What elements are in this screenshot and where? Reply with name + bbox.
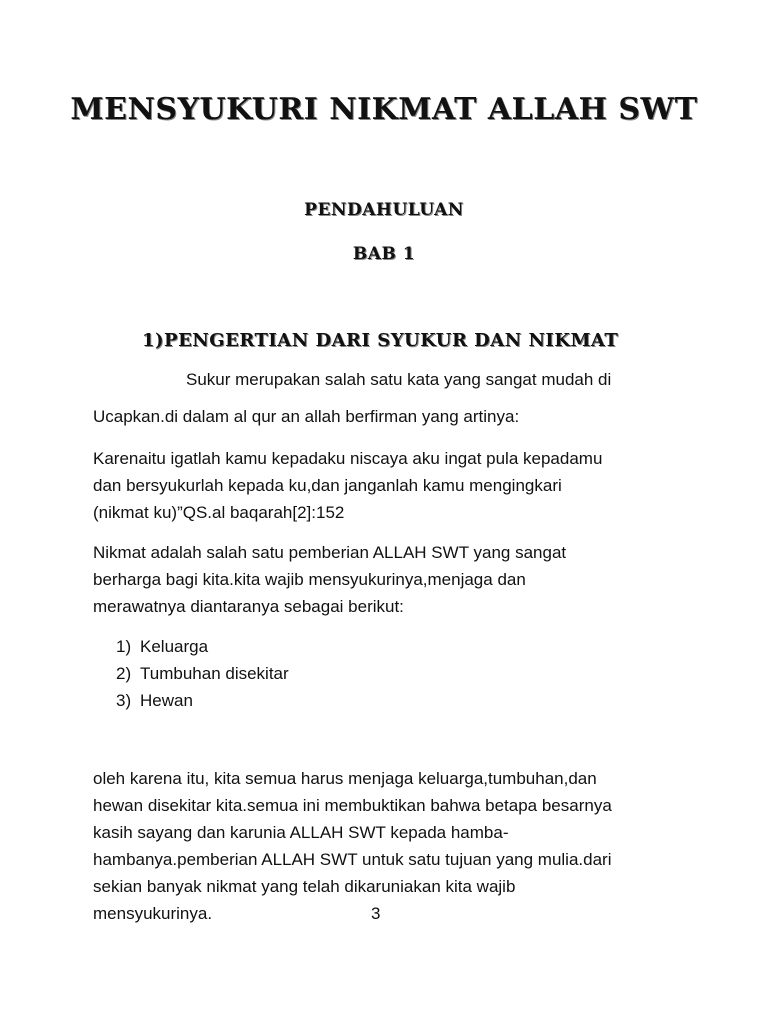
document-title: MENSYUKURI NIKMAT ALLAH SWT bbox=[70, 92, 698, 127]
list-item-number: 2) bbox=[116, 664, 132, 683]
paragraph-line: sekian banyak nikmat yang telah dikaruniakan kita wajib bbox=[93, 877, 516, 896]
heading-chapter: BAB 1 bbox=[352, 244, 416, 264]
paragraph-line: hewan disekitar kita.semua ini membuktikan bahwa betapa besarnya bbox=[93, 796, 612, 815]
list-item-text: Hewan bbox=[140, 691, 193, 710]
paragraph-line: kasih sayang dan karunia ALLAH SWT kepada hamba- bbox=[93, 823, 509, 842]
quote-line: Karenaitu igatlah kamu kepadaku niscaya aku ingat pula kepadamu bbox=[93, 449, 603, 468]
heading-introduction: PENDAHULUAN bbox=[304, 200, 464, 220]
paragraph-line: berharga bagi kita.kita wajib mensyukurinya,menjaga dan bbox=[93, 570, 526, 589]
list-item-number: 1) bbox=[116, 637, 132, 656]
list-item-text: Tumbuhan disekitar bbox=[140, 664, 289, 683]
section-heading: 1)PENGERTIAN DARI SYUKUR DAN NIKMAT bbox=[142, 330, 619, 351]
paragraph-line: Sukur merupakan salah satu kata yang sangat mudah di bbox=[186, 370, 612, 389]
paragraph-line: merawatnya diantaranya sebagai berikut: bbox=[93, 597, 404, 616]
quote-line: dan bersyukurlah kepada ku,dan janganlah kamu mengingkari bbox=[93, 476, 562, 495]
paragraph-line: hambanya.pemberian ALLAH SWT untuk satu tujuan yang mulia.dari bbox=[93, 850, 612, 869]
list-item-text: Keluarga bbox=[140, 637, 209, 656]
paragraph-line: Ucapkan.di dalam al qur an allah berfirman yang artinya: bbox=[93, 407, 520, 426]
quote-line: (nikmat ku)”QS.al baqarah[2]:152 bbox=[93, 503, 345, 522]
page-number: 3 bbox=[371, 904, 381, 923]
paragraph-line: oleh karena itu, kita semua harus menjaga keluarga,tumbuhan,dan bbox=[93, 769, 597, 788]
paragraph-line: mensyukurinya. bbox=[93, 904, 213, 923]
paragraph-line: Nikmat adalah salah satu pemberian ALLAH SWT yang sangat bbox=[93, 543, 567, 562]
list-item-number: 3) bbox=[116, 691, 132, 710]
